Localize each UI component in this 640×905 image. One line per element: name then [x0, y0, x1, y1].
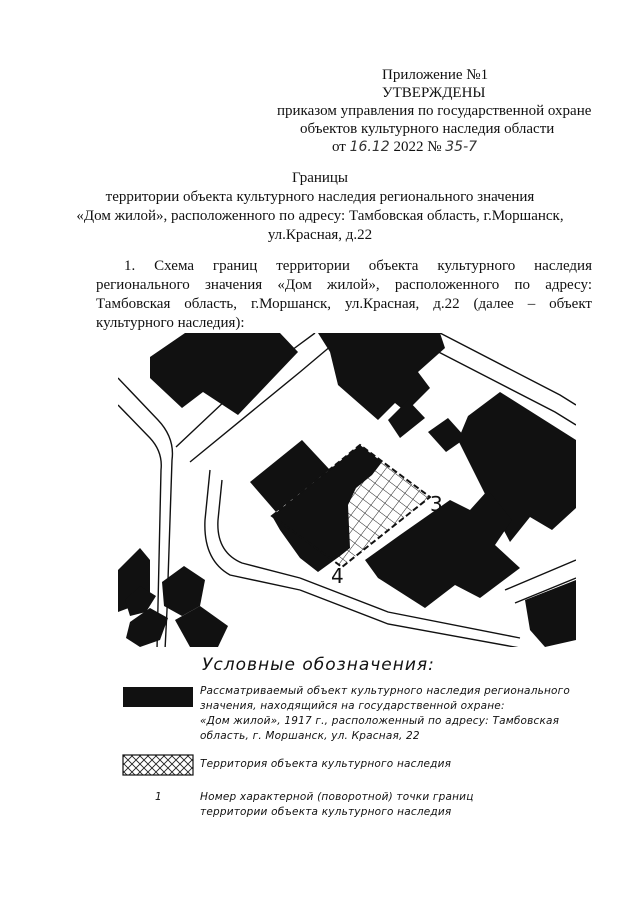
- legend-title: Условные обозначения:: [202, 655, 435, 675]
- legend-object-line-3: «Дом жилой», 1917 г., расположенный по адресу: Тамбовская: [200, 715, 560, 727]
- paragraph-line-3: Тамбовская область, г.Моршанск, ул.Красная, д.22 (далее – объект: [96, 296, 592, 312]
- order-line-1: приказом управления по государственной охране: [277, 103, 592, 119]
- title-line-2: территории объекта культурного наследия регионального значения: [105, 189, 535, 205]
- handwritten-date: 16.12: [349, 139, 390, 155]
- year: 2022: [393, 139, 424, 155]
- handwritten-number: 35-7: [445, 139, 478, 155]
- number-sign: №: [427, 139, 442, 155]
- title-line-4: ул.Красная, д.22: [267, 227, 373, 243]
- paragraph-line-4: культурного наследия):: [96, 315, 245, 331]
- legend-point-symbol: 1: [155, 791, 162, 803]
- order-line-2: объектов культурного наследия области: [300, 121, 555, 137]
- legend-object-line-2: значения, находящийся на государственной охране:: [200, 700, 505, 712]
- title-line-3: «Дом жилой», расположенного по адресу: Тамбовская область, г.Моршанск,: [76, 208, 564, 224]
- legend-point-line-2: территории объекта культурного наследия: [200, 806, 452, 818]
- appendix-label: Приложение №1: [382, 67, 489, 83]
- boundary-point-3: 3: [430, 492, 443, 516]
- legend-territory-text: Территория объекта культурного наследия: [200, 758, 452, 770]
- boundary-point-4: 4: [331, 564, 344, 588]
- legend-object-line-1: Рассматриваемый объект культурного наследия регионального: [200, 685, 571, 697]
- legend-object-line-4: область, г. Моршанск, ул. Красная, 22: [200, 730, 420, 742]
- paragraph-line-1-text: 1. Схема границ территории объекта культурного наследия: [124, 258, 592, 274]
- date-prefix: от: [332, 139, 346, 155]
- legend-point-line-1: Номер характерной (поворотной) точки границ: [200, 791, 474, 803]
- title-line-1: Границы: [291, 170, 349, 186]
- legend-object-swatch: [123, 687, 193, 707]
- legend-territory-swatch: [123, 755, 193, 775]
- paragraph-line-2: регионального значения «Дом жилой», расположенного по адресу:: [96, 277, 592, 293]
- approved-label: УТВЕРЖДЕНЫ: [382, 85, 486, 101]
